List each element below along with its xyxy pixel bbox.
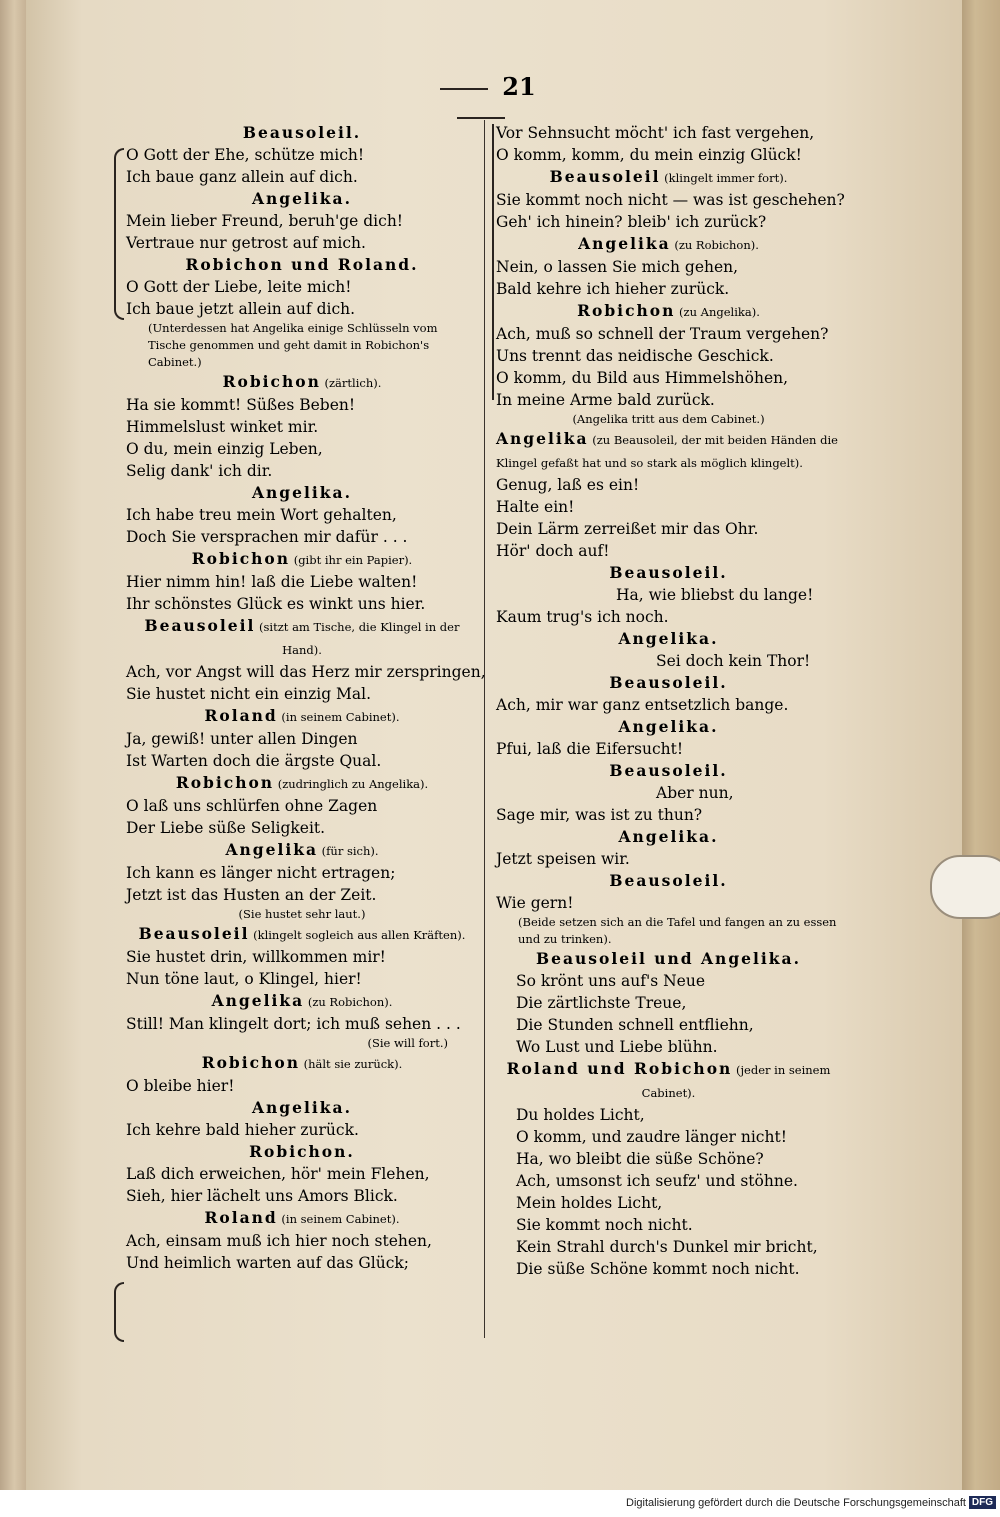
speaker-name: [126, 1207, 478, 1230]
speaker-label: Robichon und Roland.: [185, 255, 419, 274]
speaker-label: Beausoleil.: [609, 871, 728, 890]
speaker-label: Angelika: [211, 991, 305, 1010]
speaker-name: [126, 482, 478, 504]
verse-line: Kaum trug's ich noch.: [496, 608, 669, 626]
verse-line: Ach, einsam muß ich hier noch stehen,: [126, 1232, 432, 1250]
stage-direction: (Sie hustet sehr laut.): [238, 907, 366, 921]
verse-line: O komm, du Bild aus Himmelshöhen,: [496, 369, 789, 387]
speaker-name: [496, 672, 841, 694]
speaker-name: [496, 562, 841, 584]
verse-line: Sage mir, was ist zu thun?: [496, 806, 703, 824]
verse-line: Kein Strahl durch's Dunkel mir bricht,: [516, 1238, 818, 1256]
verse-line: Himmelslust winket mir.: [126, 418, 319, 436]
speaker-label: Robichon.: [249, 1142, 355, 1161]
verse-line: Jetzt ist das Husten an der Zeit.: [126, 886, 377, 904]
verse-line: Doch Sie versprachen mir dafür . . .: [126, 528, 408, 546]
scan-left-edge: [0, 0, 26, 1490]
verse-line: Ich kehre bald hieher zurück.: [126, 1121, 359, 1139]
speaker-name: [126, 1097, 478, 1119]
verse-line: Wo Lust und Liebe blühn.: [516, 1038, 718, 1056]
header-rule-right: [457, 117, 505, 119]
verse-line: Halte ein!: [496, 498, 575, 516]
verse-line: Dein Lärm zerreißet mir das Ohr.: [496, 520, 759, 538]
verse-line: Bald kehre ich hieher zurück.: [496, 280, 730, 298]
speaker-label: Roland und Robichon: [506, 1059, 733, 1078]
verse-line: Ach, muß so schnell der Traum vergehen?: [496, 325, 829, 343]
verse-line: Ich baue ganz allein auf dich.: [126, 168, 358, 186]
speaker-name: [496, 826, 841, 848]
verse-line: Uns trennt das neidische Geschick.: [496, 347, 774, 365]
verse-line: Du holdes Licht,: [516, 1106, 645, 1124]
bracket-ensemble-right: [492, 124, 494, 400]
verse-line: O du, mein einzig Leben,: [126, 440, 323, 458]
verse-line: Ich kann es länger nicht ertragen;: [126, 864, 396, 882]
speaker-name: [126, 371, 478, 394]
speaker-name: [126, 1141, 478, 1163]
stage-direction-inline: (zu Beausoleil, der mit beiden Händen die Klingel gefaßt hat und so stark als möglich klingelt).: [496, 433, 838, 470]
stage-direction-inline: (in seinem Cabinet).: [277, 1212, 400, 1226]
verse-line: Die zärtlichste Treue,: [516, 994, 687, 1012]
verse-line: Und heimlich warten auf das Glück;: [126, 1254, 409, 1272]
speaker-name: [126, 615, 478, 661]
stage-direction: (Unterdessen hat Angelika einige Schlüsseln vom Tische genommen und geht damit in Robichon's Cabinet.): [148, 321, 438, 369]
verse-line: Hier nimm hin! laß die Liebe walten!: [126, 573, 418, 591]
brace-ensemble-left: [114, 148, 124, 320]
speaker-label: Angelika.: [618, 717, 719, 736]
speaker-label: Beausoleil: [549, 167, 661, 186]
left-column: [126, 122, 486, 1274]
verse-line: Sie hustet drin, willkommen mir!: [126, 948, 386, 966]
stage-direction-inline: (klingelt sogleich aus allen Kräften).: [249, 928, 466, 942]
speaker-name: [126, 772, 478, 795]
speaker-label: Beausoleil: [138, 924, 250, 943]
speaker-name: [496, 716, 841, 738]
speaker-label: Robichon: [201, 1053, 300, 1072]
verse-line: Aber nun,: [656, 784, 734, 802]
speaker-label: Beausoleil.: [609, 761, 728, 780]
speaker-name: [496, 870, 841, 892]
verse-line: Ha sie kommt! Süßes Beben!: [126, 396, 356, 414]
speaker-label: Angelika.: [252, 1098, 352, 1117]
verse-line: Pfui, laß die Eifersucht!: [496, 740, 684, 758]
verse-line: O komm, komm, du mein einzig Glück!: [496, 146, 802, 164]
speaker-label: Angelika.: [252, 483, 352, 502]
stage-direction-inline: (zu Robichon).: [670, 238, 759, 252]
page-tab-marker: [930, 855, 1000, 919]
verse-line: Geh' ich hinein? bleib' ich zurück?: [496, 213, 767, 231]
speaker-label: Angelika.: [618, 629, 719, 648]
stage-direction-inline: (jeder in seinem Cabinet).: [641, 1063, 831, 1100]
footer-bar: [0, 1490, 1000, 1517]
verse-line: Sie kommt noch nicht — was ist geschehen?: [496, 191, 845, 209]
verse-line: Mein lieber Freund, beruh'ge dich!: [126, 212, 404, 230]
speaker-name: [126, 990, 478, 1013]
speaker-label: Angelika: [225, 840, 319, 859]
speaker-label: Robichon: [222, 372, 321, 391]
verse-line: Vor Sehnsucht möcht' ich fast vergehen,: [496, 124, 815, 142]
speaker-name: [126, 923, 478, 946]
verse-line: Sie hustet nicht ein einzig Mal.: [126, 685, 372, 703]
verse-line: Sei doch kein Thor!: [656, 652, 811, 670]
verse-line: O bleibe hier!: [126, 1077, 235, 1095]
stage-direction: (Angelika tritt aus dem Cabinet.): [572, 412, 765, 426]
speaker-label: Beausoleil: [144, 616, 256, 635]
speaker-label: Roland: [204, 706, 278, 725]
verse-line: Ach, mir war ganz entsetzlich bange.: [496, 696, 789, 714]
speaker-name: [496, 1058, 841, 1104]
speaker-name: [496, 428, 841, 474]
verse-line: Ist Warten doch die ärgste Qual.: [126, 752, 382, 770]
stage-direction-inline: (gibt ihr ein Papier).: [290, 553, 413, 567]
scan-right-edge: [962, 0, 1000, 1490]
speaker-label: Beausoleil.: [609, 563, 728, 582]
verse-line: Hör' doch auf!: [496, 542, 610, 560]
verse-line: Ihr schönstes Glück es winkt uns hier.: [126, 595, 426, 613]
speaker-name: [496, 233, 841, 256]
right-column: [496, 122, 845, 1280]
verse-line: Die süße Schöne kommt noch nicht.: [516, 1260, 800, 1278]
verse-line: Ich baue jetzt allein auf dich.: [126, 300, 356, 318]
speaker-name: [126, 254, 478, 276]
speaker-name: [126, 188, 478, 210]
verse-line: Ach, umsonst ich seufz' und stöhne.: [516, 1172, 798, 1190]
verse-line: O laß uns schlürfen ohne Zagen: [126, 797, 378, 815]
speaker-name: [126, 1052, 478, 1075]
speaker-label: Beausoleil und Angelika.: [536, 949, 801, 968]
stage-direction-inline: (klingelt immer fort).: [660, 171, 788, 185]
header-rule-left: [440, 88, 488, 90]
speaker-name: [496, 948, 841, 970]
verse-line: Ja, gewiß! unter allen Dingen: [126, 730, 358, 748]
stage-direction-inline: (in seinem Cabinet).: [277, 710, 400, 724]
stage-direction-inline: (zu Angelika).: [675, 305, 760, 319]
verse-line: Nun töne laut, o Klingel, hier!: [126, 970, 362, 988]
brace-ensemble-left-bottom: [114, 1282, 124, 1342]
stage-direction-inline: (sitzt am Tische, die Klingel in der Hand).: [255, 620, 460, 657]
speaker-name: [126, 705, 478, 728]
verse-line: So krönt uns auf's Neue: [516, 972, 705, 990]
verse-line: Sie kommt noch nicht.: [516, 1216, 693, 1234]
verse-line: Ha, wo bleibt die süße Schöne?: [516, 1150, 764, 1168]
stage-direction-inline: (für sich).: [318, 844, 379, 858]
stage-direction: (Sie will fort.): [367, 1036, 448, 1050]
dfg-logo: DFG: [969, 1496, 996, 1509]
speaker-label: Beausoleil.: [242, 123, 362, 142]
verse-line: Der Liebe süße Seligkeit.: [126, 819, 326, 837]
column-divider: [484, 120, 485, 1338]
speaker-name: [496, 760, 841, 782]
verse-line: Die Stunden schnell entfliehn,: [516, 1016, 754, 1034]
verse-line: Ha, wie bliebst du lange!: [616, 586, 814, 604]
verse-line: Still! Man klingelt dort; ich muß sehen . . .: [126, 1015, 461, 1033]
stage-direction-inline: (zu Robichon).: [304, 995, 393, 1009]
verse-line: Vertraue nur getrost auf mich.: [126, 234, 366, 252]
verse-line: O Gott der Liebe, leite mich!: [126, 278, 352, 296]
speaker-label: Beausoleil.: [609, 673, 728, 692]
speaker-name: [496, 300, 841, 323]
speaker-label: Roland: [204, 1208, 278, 1227]
speaker-name: [126, 548, 478, 571]
speaker-name: [496, 628, 841, 650]
verse-line: Genug, laß es ein!: [496, 476, 640, 494]
speaker-label: Angelika.: [252, 189, 352, 208]
stage-direction-inline: (zärtlich).: [320, 376, 382, 390]
verse-line: Jetzt speisen wir.: [496, 850, 630, 868]
verse-line: In meine Arme bald zurück.: [496, 391, 715, 409]
verse-line: O Gott der Ehe, schütze mich!: [126, 146, 365, 164]
verse-line: Nein, o lassen Sie mich gehen,: [496, 258, 739, 276]
speaker-label: Angelika: [496, 429, 589, 448]
verse-line: Sieh, hier lächelt uns Amors Blick.: [126, 1187, 398, 1205]
speaker-label: Robichon: [191, 549, 291, 568]
verse-line: Wie gern!: [496, 894, 574, 912]
speaker-label: Angelika.: [618, 827, 719, 846]
verse-line: Selig dank' ich dir.: [126, 462, 273, 480]
speaker-label: Robichon: [577, 301, 676, 320]
verse-line: Laß dich erweichen, hör' mein Flehen,: [126, 1165, 430, 1183]
page-number: 21: [502, 72, 536, 101]
speaker-name: [126, 122, 478, 144]
stage-direction-inline: (zudringlich zu Angelika).: [274, 777, 429, 791]
speaker-label: Angelika: [578, 234, 671, 253]
stage-direction: (Beide setzen sich an die Tafel und fangen an zu essen und zu trinken).: [518, 915, 837, 946]
footer-credit: Digitalisierung gefördert durch die Deutsche Forschungsgemeinschaft: [626, 1497, 966, 1509]
verse-line: Mein holdes Licht,: [516, 1194, 663, 1212]
verse-line: O komm, und zaudre länger nicht!: [516, 1128, 787, 1146]
speaker-name: [126, 839, 478, 862]
stage-direction-inline: (hält sie zurück).: [299, 1057, 403, 1071]
speaker-name: [496, 166, 841, 189]
speaker-label: Robichon: [175, 773, 275, 792]
verse-line: Ach, vor Angst will das Herz mir zerspringen,: [126, 663, 486, 681]
verse-line: Ich habe treu mein Wort gehalten,: [126, 506, 397, 524]
